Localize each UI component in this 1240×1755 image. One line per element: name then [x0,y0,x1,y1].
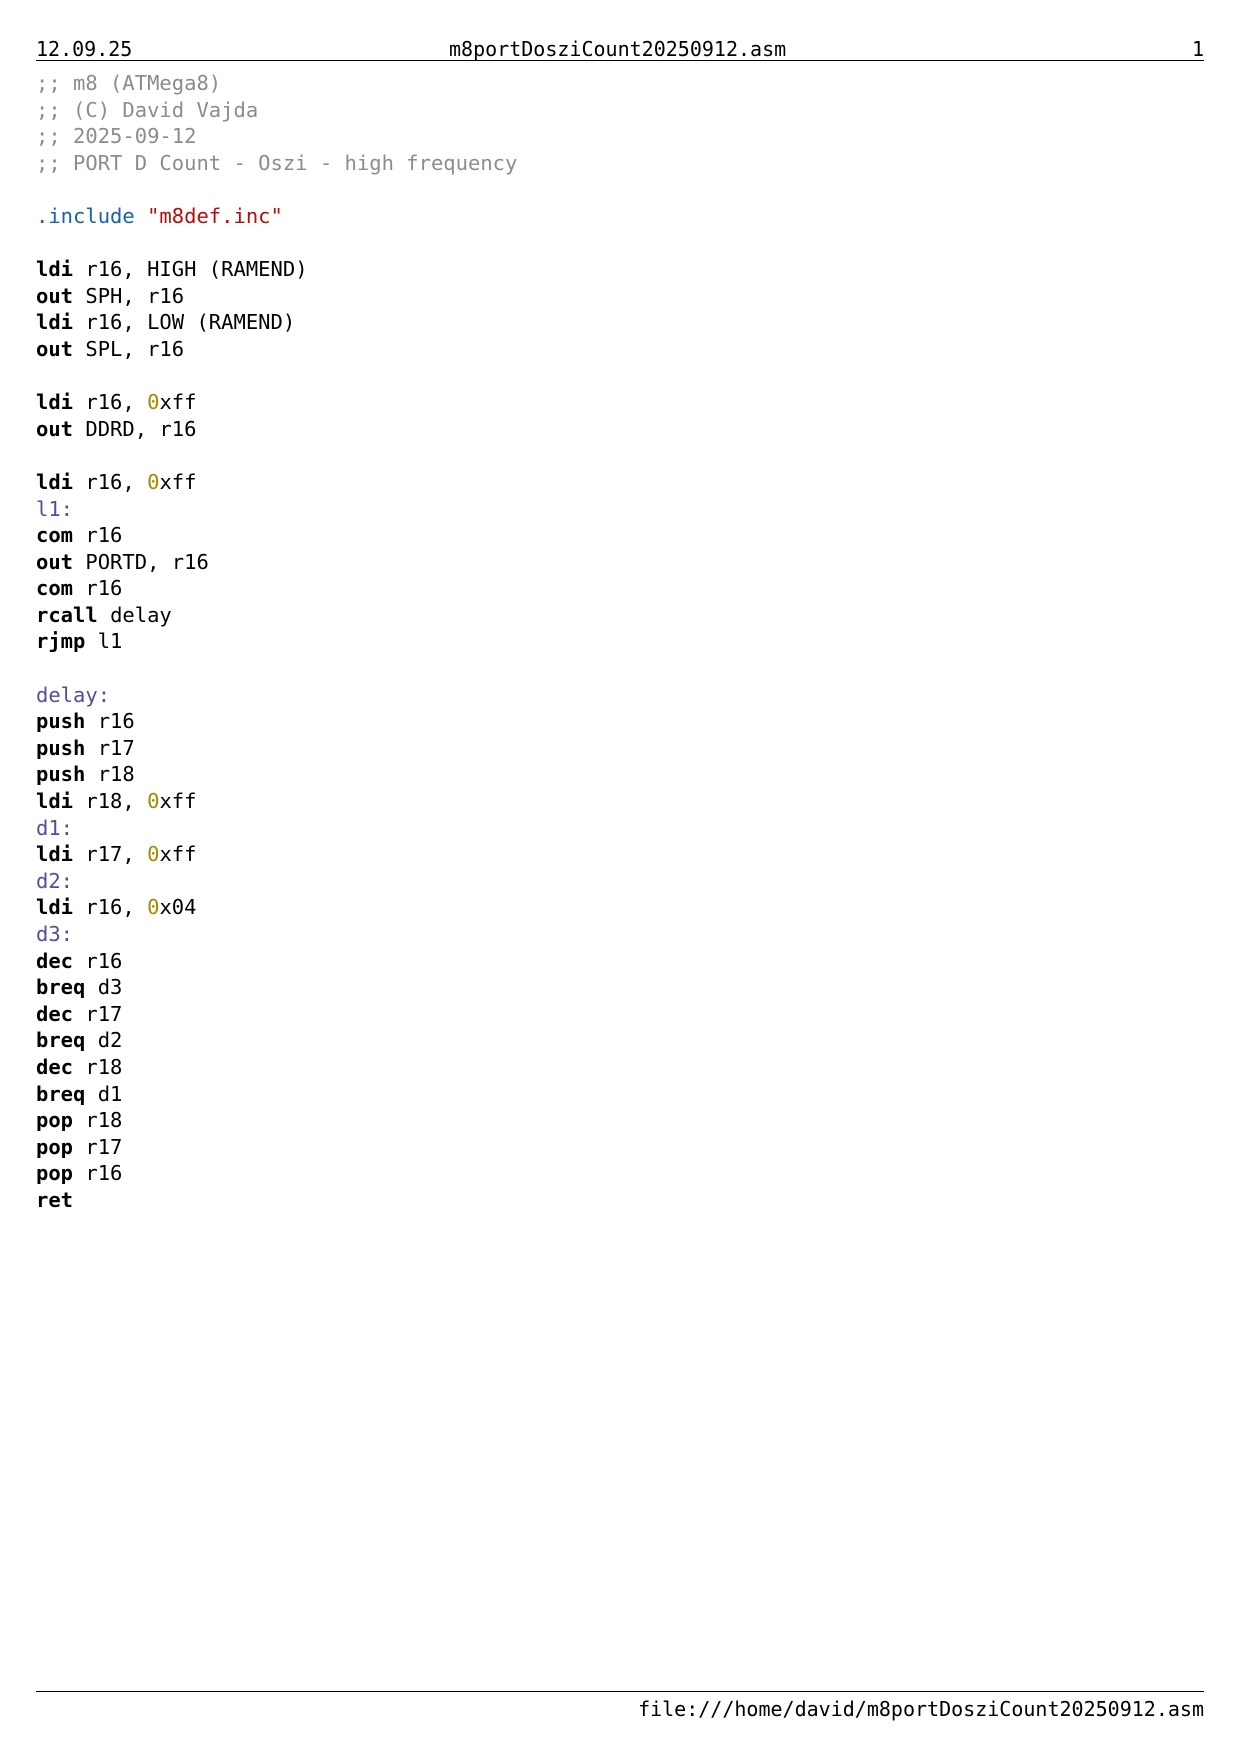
code-label: d3: [36,922,74,946]
directive-keyword: .include [36,203,135,228]
comment-text: ;; PORT D Count - Oszi - high frequency [36,150,518,175]
instruction-operands: r17 [85,1001,123,1026]
instruction-mnemonic: ldi [36,390,74,415]
instruction-operands: r16 [85,948,123,973]
instruction-operands: r17, [85,842,148,867]
instruction-line [36,1054,1204,1081]
blank-line [36,655,1204,682]
instruction-line [36,974,1204,1001]
label-line [36,868,1204,895]
header-filename: m8portDosziCount20250912.asm [449,37,787,61]
comment-text: ;; m8 (ATMega8) [36,71,222,95]
instruction-mnemonic: out [36,283,74,308]
instruction-line [36,708,1204,735]
instruction-line [36,841,1204,868]
label-line [36,921,1204,948]
instruction-mnemonic: push [36,735,86,760]
instruction-operands: r17 [85,1134,123,1159]
hex-value: x04 [159,895,197,920]
instruction-mnemonic: breq [36,1028,86,1053]
instruction-mnemonic: pop [36,1161,74,1186]
hex-prefix-digit: 0 [147,789,160,814]
instruction-mnemonic: ret [36,1187,74,1212]
instruction-operands: d3 [97,975,123,1000]
instruction-operands: r16 [85,1161,123,1186]
instruction-line [36,788,1204,815]
blank-line [36,176,1204,203]
comment-line [36,123,1204,150]
instruction-mnemonic: pop [36,1108,74,1133]
instruction-operands: r16, [85,390,148,415]
label-line [36,815,1204,842]
header-page-number: 1 [1191,37,1204,61]
instruction-line [36,602,1204,629]
instruction-mnemonic: ldi [36,469,74,494]
blank-line [36,230,1204,257]
comment-line [36,97,1204,124]
instruction-line [36,416,1204,443]
footer-file-path: file:///home/david/m8portDosziCount20250912.asm [638,1697,1204,1721]
instruction-line [36,948,1204,975]
instruction-line [36,1001,1204,1028]
instruction-operands: SPH, r16 [85,283,185,308]
instruction-operands: SPL, r16 [85,336,185,361]
hex-value: xff [159,842,197,867]
instruction-operands: d2 [97,1028,123,1053]
hex-value: xff [159,789,197,814]
instruction-line [36,309,1204,336]
instruction-mnemonic: out [36,416,74,441]
instruction-line [36,1107,1204,1134]
instruction-mnemonic: rjmp [36,629,86,654]
instruction-mnemonic: out [36,336,74,361]
instruction-line [36,256,1204,283]
hex-prefix-digit: 0 [147,895,160,920]
instruction-mnemonic: com [36,523,74,548]
instruction-mnemonic: ldi [36,257,74,282]
page-header [36,36,1204,61]
instruction-line [36,389,1204,416]
instruction-operands: r16 [97,709,135,734]
include-directive-line [36,203,1204,230]
instruction-operands: r16, [85,469,148,494]
hex-prefix-digit: 0 [147,390,160,415]
instruction-line [36,1134,1204,1161]
instruction-mnemonic: ldi [36,310,74,335]
instruction-mnemonic: breq [36,975,86,1000]
instruction-mnemonic: ldi [36,789,74,814]
instruction-mnemonic: ldi [36,895,74,920]
instruction-line [36,1160,1204,1187]
instruction-line [36,1027,1204,1054]
instruction-mnemonic: rcall [36,602,98,627]
instruction-line [36,1187,1204,1214]
instruction-mnemonic: pop [36,1134,74,1159]
instruction-mnemonic: out [36,549,74,574]
instruction-mnemonic: dec [36,1054,74,1079]
instruction-line [36,549,1204,576]
comment-text: ;; (C) David Vajda [36,97,259,122]
hex-prefix-digit: 0 [147,469,160,494]
header-date: 12.09.25 [36,37,133,61]
instruction-operands: r17 [97,735,135,760]
instruction-operands: delay [110,602,172,627]
instruction-mnemonic: ldi [36,842,74,867]
hex-prefix-digit: 0 [147,842,160,867]
instruction-mnemonic: com [36,576,74,601]
code-label: d1: [36,815,74,840]
blank-line [36,363,1204,390]
instruction-line [36,283,1204,310]
instruction-line [36,761,1204,788]
instruction-operands: r18, [85,789,148,814]
instruction-operands: r18 [97,762,135,787]
instruction-operands: l1 [97,629,123,654]
instruction-operands: PORTD, r16 [85,549,209,574]
instruction-mnemonic: push [36,762,86,787]
instruction-operands: d1 [97,1081,123,1106]
instruction-line [36,469,1204,496]
label-line [36,682,1204,709]
page-footer [36,1691,1204,1721]
instruction-operands: r16, HIGH (RAMEND) [85,257,308,282]
code-label: delay: [36,682,111,707]
instruction-line [36,894,1204,921]
instruction-line [36,628,1204,655]
instruction-line [36,575,1204,602]
instruction-line [36,336,1204,363]
comment-line [36,70,1204,97]
instruction-mnemonic: dec [36,948,74,973]
hex-value: xff [159,469,197,494]
instruction-line [36,1081,1204,1108]
code-label: l1: [36,496,74,521]
instruction-operands: r16, LOW (RAMEND) [85,310,296,335]
comment-line [36,150,1204,177]
instruction-operands: r16 [85,523,123,548]
instruction-mnemonic: push [36,709,86,734]
instruction-operands: DDRD, r16 [85,416,197,441]
include-filename: "m8def.inc" [147,203,283,228]
label-line [36,496,1204,523]
code-listing [36,70,1204,1214]
hex-value: xff [159,390,197,415]
instruction-mnemonic: breq [36,1081,86,1106]
code-label: d2: [36,868,74,893]
instruction-operands: r18 [85,1054,123,1079]
instruction-mnemonic: dec [36,1001,74,1026]
instruction-operands: r16, [85,895,148,920]
instruction-line [36,522,1204,549]
instruction-operands: r16 [85,576,123,601]
instruction-line [36,735,1204,762]
blank-line [36,442,1204,469]
comment-text: ;; 2025-09-12 [36,124,197,149]
instruction-operands: r18 [85,1108,123,1133]
